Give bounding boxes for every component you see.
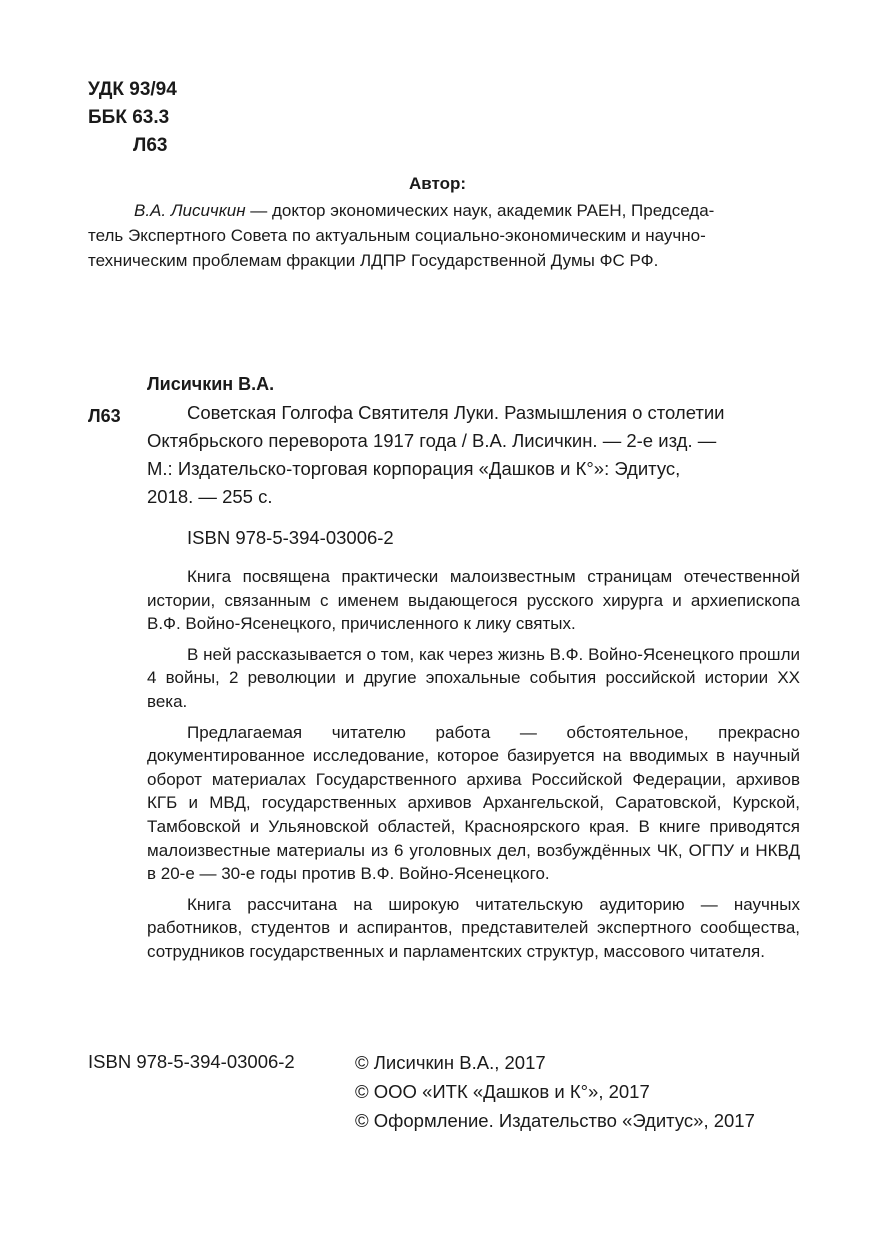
bib-code: Л63 <box>88 406 121 426</box>
bibliographic-description <box>147 399 800 511</box>
copyright-line: © ООО «ИТК «Дашков и К°», 2017 <box>355 1081 650 1102</box>
copyright-line: © Оформление. Издательство «Эдитус», 2017 <box>355 1110 755 1131</box>
author-line-1: В.А. Лисичкин — доктор экономических наук, академик РАЕН, Председа- <box>134 201 715 220</box>
udk-code: УДК 93/94 <box>88 79 177 100</box>
classification-codes <box>88 76 177 160</box>
author-line-2: тель Экспертного Совета по актуальным социально-экономическим и научно- <box>88 226 706 245</box>
author-name: В.А. Лисичкин <box>134 201 246 220</box>
bbk-code: ББК 63.3 <box>88 107 170 128</box>
bib-line-3: М.: Издательско-торговая корпорация «Дашков и К°»: Эдитус, <box>147 458 681 479</box>
bib-line-1: Советская Голгофа Святителя Луки. Размышления о столетии <box>187 402 725 423</box>
copyright-line: © Лисичкин В.А., 2017 <box>355 1052 546 1073</box>
abstract-paragraph: Предлагаемая читателю работа — обстоятельное, прекрасно документированное исследование, которое базируется на вводимых в научный оборот материалах Государственного архива Российской Федерации, архивов КГБ и МВД, государственных архивов Архангельской, Саратовской, Курской, Тамбовской и Ульяновской областей, Красноярского края. В книге приводятся малоизвестные материалы из 6 уголовных дел, возбуждённых ЧК, ОГПУ и НКВД в 20-е — 30-е годы против В.Ф. Войно-Ясенецкого. <box>147 722 800 884</box>
isbn-footer: ISBN 978-5-394-03006-2 <box>88 1051 295 1072</box>
abstract-paragraph: Книга рассчитана на широкую читательскую аудиторию — научных работников, студентов и аспирантов, представителей экспертного сообщества, сотрудников государственных и парламентских структур, массового читателя. <box>147 894 800 961</box>
abstract <box>147 565 800 971</box>
author-mark: Л63 <box>133 135 168 156</box>
author-heading: Автор: <box>408 174 467 193</box>
isbn-bib: ISBN 978-5-394-03006-2 <box>187 527 394 548</box>
copyright-block <box>355 1048 755 1135</box>
abstract-paragraph: В ней рассказывается о том, как через жизнь В.Ф. Войно-Ясенецкого прошли 4 войны, 2 революции и другие эпохальные события российской истории XX века. <box>147 644 800 711</box>
bib-line-4: 2018. — 255 с. <box>147 486 273 507</box>
abstract-paragraph: Книга посвящена практически малоизвестным страницам отечественной истории, связанным с именем выдающегося русского хирурга и архиепископа В.Ф. Войно-Ясенецкого, причисленного к лику святых. <box>147 567 800 634</box>
bib-author-heading: Лисичкин В.А. <box>147 374 275 394</box>
author-line-3: техническим проблемам фракции ЛДПР Государственной Думы ФС РФ. <box>88 251 659 270</box>
author-description <box>88 198 800 273</box>
bib-line-2: Октябрьского переворота 1917 года / В.А. Лисичкин. — 2-е изд. — <box>147 430 717 451</box>
